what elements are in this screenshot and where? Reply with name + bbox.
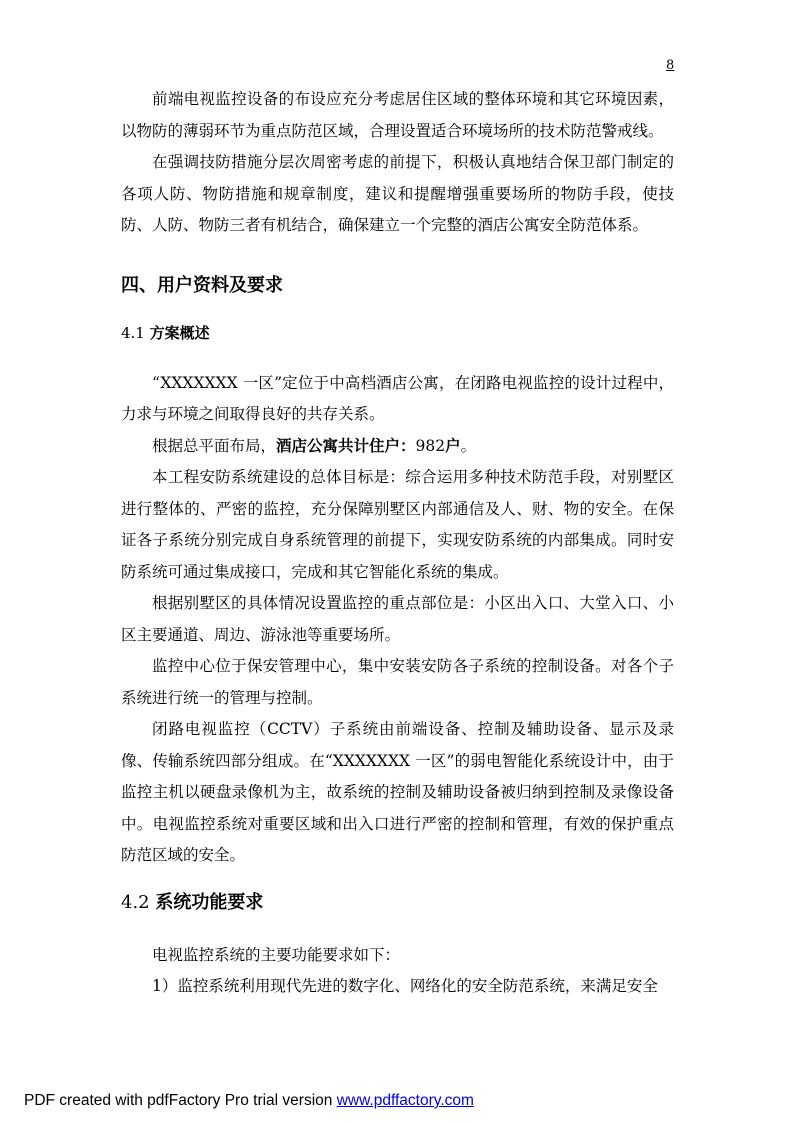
paragraph: 根据别墅区的具体情况设置监控的重点部位是：小区出入口、大堂入口、小区主要通道、周边、游泳池等重要场所。: [121, 594, 674, 644]
section-number: 4.2: [121, 891, 150, 913]
section-number: 4.1: [121, 323, 145, 342]
document-body: [121, 84, 674, 1003]
section-heading-4-1: [121, 318, 674, 348]
paragraph: 监控中心位于保安管理中心，集中安装安防各子系统的控制设备。对各个子系统进行统一的管理与控制。: [121, 657, 674, 707]
paragraph: 1）监控系统利用现代先进的数字化、网络化的安全防范系统，来满足安全: [152, 977, 658, 995]
section-title: 系统功能要求: [155, 891, 264, 913]
paragraph: 前端电视监控设备的布设应充分考虑居住区域的整体环境和其它环境因素，以物防的薄弱环节为重点防范区域，合理设置适合环境场所的技术防范警戒线。: [121, 90, 674, 140]
paragraph: 电视监控系统的主要功能要求如下：: [152, 945, 401, 964]
households-count: 982: [415, 436, 446, 455]
footer-text: PDF created with pdfFactory Pro trial version: [24, 1092, 337, 1109]
section-heading-4-2: [121, 886, 674, 920]
text-prefix: 根据总平面布局，: [152, 436, 277, 455]
households-label: 酒店公寓共计住户：: [276, 436, 416, 455]
section-heading-4: 四、用户资料及要求: [121, 274, 283, 296]
households-unit: 户: [445, 436, 461, 455]
paragraph: “XXXXXXX 一区”定位于中高档酒店公寓，在闭路电视监控的设计过程中，力求与环境之间取得良好的共存关系。: [121, 373, 674, 423]
section-title: 方案概述: [149, 323, 210, 342]
paragraph: 闭路电视监控（CCTV）子系统由前端设备、控制及辅助设备、显示及录像、传输系统四部分组成。在“XXXXXXX 一区”的弱电智能化系统设计中，由于监控主机以硬盘录像机为主，故系统的控制及辅助设备被归纳到控制及录像设备中。电视监控系统对重要区域和出入口进行严密的控制和管理，有效的保护重点防范区域的安全。: [121, 720, 674, 864]
text-end: 。: [460, 436, 477, 455]
footer-link[interactable]: www.pdffactory.com: [336, 1092, 474, 1109]
pdf-footer: [24, 1092, 474, 1110]
paragraph: 在强调技防措施分层次周密考虑的前提下，积极认真地结合保卫部门制定的各项人防、物防措施和规章制度，建议和提醒增强重要场所的物防手段，使技防、人防、物防三者有机结合，确保建立一个完整的酒店公寓安全防范体系。: [121, 153, 674, 234]
paragraph: 本工程安防系统建设的总体目标是：综合运用多种技术防范手段，对别墅区进行整体的、严密的监控，充分保障别墅区内部通信及人、财、物的安全。在保证各子系统分别完成自身系统管理的前提下，实现安防系统的内部集成。同时安防系统可通过集成接口，完成和其它智能化系统的集成。: [121, 468, 674, 581]
page-number: 8: [666, 58, 675, 73]
paragraph-households: [121, 431, 674, 463]
